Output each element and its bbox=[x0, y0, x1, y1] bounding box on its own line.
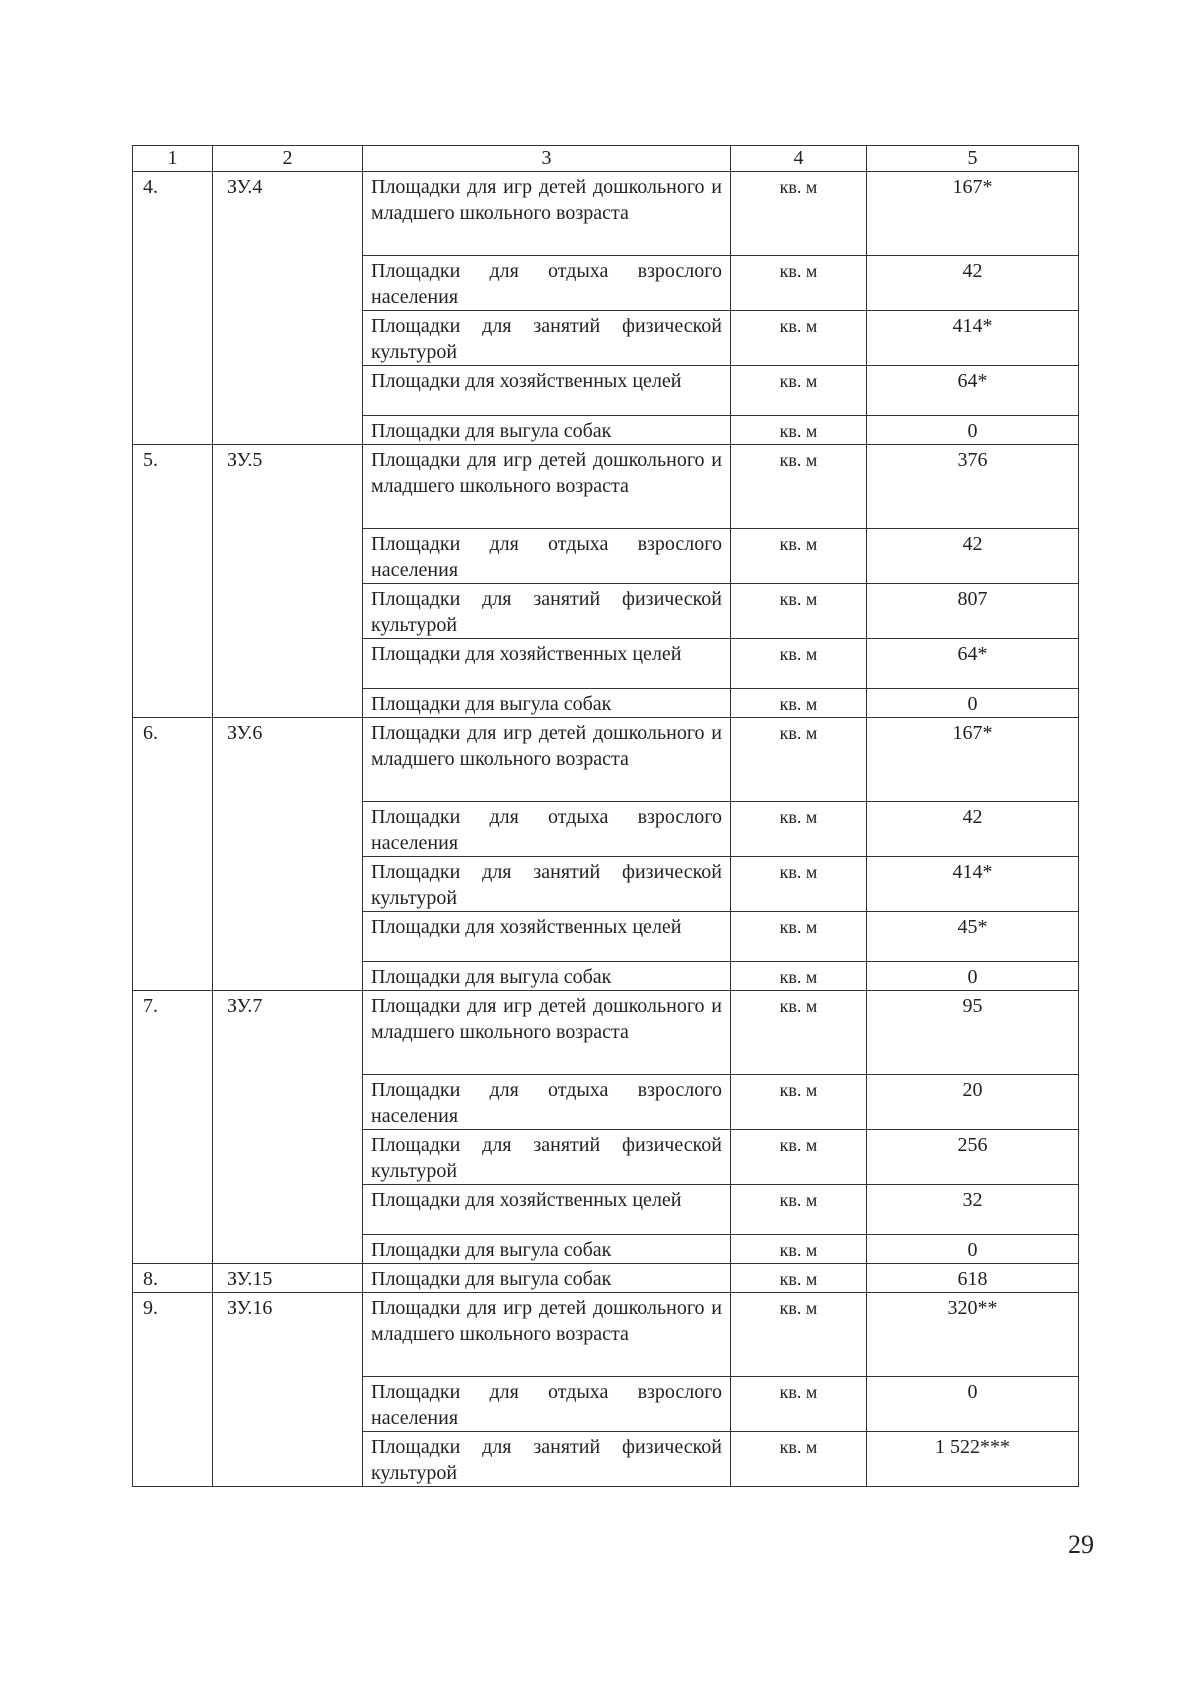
facility-description: Площадки для отдыха взрослого населения bbox=[363, 1075, 731, 1130]
unit-cell: кв. м bbox=[731, 1185, 867, 1235]
column-number: 2 bbox=[213, 146, 363, 172]
row-number: 8. bbox=[133, 1264, 213, 1293]
value-cell: 320** bbox=[867, 1293, 1079, 1377]
column-number: 3 bbox=[363, 146, 731, 172]
unit-cell: кв. м bbox=[731, 991, 867, 1075]
column-number: 1 bbox=[133, 146, 213, 172]
unit-cell: кв. м bbox=[731, 689, 867, 718]
facility-description: Площадки для занятий физической культурой bbox=[363, 584, 731, 639]
facility-description: Площадки для выгула собак bbox=[363, 1264, 731, 1293]
value-cell: 42 bbox=[867, 529, 1079, 584]
value-cell: 64* bbox=[867, 639, 1079, 689]
value-cell: 0 bbox=[867, 1235, 1079, 1264]
value-cell: 42 bbox=[867, 802, 1079, 857]
land-plot-code: ЗУ.5 bbox=[213, 445, 363, 718]
facility-description: Площадки для занятий физической культурой bbox=[363, 1432, 731, 1487]
value-cell: 807 bbox=[867, 584, 1079, 639]
facility-description: Площадки для хозяйственных целей bbox=[363, 366, 731, 416]
data-table bbox=[132, 145, 1079, 1487]
table-row bbox=[133, 1293, 1079, 1377]
unit-cell: кв. м bbox=[731, 639, 867, 689]
value-cell: 1 522*** bbox=[867, 1432, 1079, 1487]
facility-description: Площадки для игр детей дошкольного и младшего школьного возраста bbox=[363, 445, 731, 529]
unit-cell: кв. м bbox=[731, 962, 867, 991]
facility-description: Площадки для игр детей дошкольного и младшего школьного возраста bbox=[363, 718, 731, 802]
column-number: 4 bbox=[731, 146, 867, 172]
value-cell: 256 bbox=[867, 1130, 1079, 1185]
value-cell: 95 bbox=[867, 991, 1079, 1075]
facility-description: Площадки для отдыха взрослого населения bbox=[363, 529, 731, 584]
facility-description: Площадки для игр детей дошкольного и младшего школьного возраста bbox=[363, 1293, 731, 1377]
unit-cell: кв. м bbox=[731, 1432, 867, 1487]
unit-cell: кв. м bbox=[731, 1293, 867, 1377]
facility-description: Площадки для отдыха взрослого населения bbox=[363, 802, 731, 857]
row-number: 5. bbox=[133, 445, 213, 718]
facility-description: Площадки для выгула собак bbox=[363, 962, 731, 991]
unit-cell: кв. м bbox=[731, 584, 867, 639]
facility-description: Площадки для отдыха взрослого населения bbox=[363, 256, 731, 311]
facility-description: Площадки для занятий физической культурой bbox=[363, 1130, 731, 1185]
facility-description: Площадки для хозяйственных целей bbox=[363, 1185, 731, 1235]
page-number: 29 bbox=[1068, 1530, 1094, 1559]
table-row bbox=[133, 991, 1079, 1075]
row-number: 7. bbox=[133, 991, 213, 1264]
row-number: 4. bbox=[133, 172, 213, 445]
unit-cell: кв. м bbox=[731, 1130, 867, 1185]
value-cell: 42 bbox=[867, 256, 1079, 311]
table-row bbox=[133, 718, 1079, 802]
table-body bbox=[133, 172, 1079, 1487]
value-cell: 32 bbox=[867, 1185, 1079, 1235]
row-number: 9. bbox=[133, 1293, 213, 1487]
facility-description: Площадки для занятий физической культурой bbox=[363, 311, 731, 366]
value-cell: 376 bbox=[867, 445, 1079, 529]
unit-cell: кв. м bbox=[731, 802, 867, 857]
row-number: 6. bbox=[133, 718, 213, 991]
unit-cell: кв. м bbox=[731, 256, 867, 311]
unit-cell: кв. м bbox=[731, 857, 867, 912]
value-cell: 20 bbox=[867, 1075, 1079, 1130]
value-cell: 64* bbox=[867, 366, 1079, 416]
value-cell: 0 bbox=[867, 416, 1079, 445]
land-plot-code: ЗУ.6 bbox=[213, 718, 363, 991]
column-number: 5 bbox=[867, 146, 1079, 172]
unit-cell: кв. м bbox=[731, 1235, 867, 1264]
unit-cell: кв. м bbox=[731, 311, 867, 366]
facility-description: Площадки для отдыха взрослого населения bbox=[363, 1377, 731, 1432]
facility-description: Площадки для игр детей дошкольного и младшего школьного возраста bbox=[363, 991, 731, 1075]
value-cell: 167* bbox=[867, 718, 1079, 802]
unit-cell: кв. м bbox=[731, 1377, 867, 1432]
unit-cell: кв. м bbox=[731, 366, 867, 416]
value-cell: 618 bbox=[867, 1264, 1079, 1293]
value-cell: 414* bbox=[867, 311, 1079, 366]
facility-description: Площадки для выгула собак bbox=[363, 1235, 731, 1264]
unit-cell: кв. м bbox=[731, 416, 867, 445]
value-cell: 0 bbox=[867, 962, 1079, 991]
unit-cell: кв. м bbox=[731, 172, 867, 256]
unit-cell: кв. м bbox=[731, 1264, 867, 1293]
unit-cell: кв. м bbox=[731, 1075, 867, 1130]
facility-description: Площадки для выгула собак bbox=[363, 416, 731, 445]
column-number-row bbox=[133, 146, 1079, 172]
facility-description: Площадки для игр детей дошкольного и младшего школьного возраста bbox=[363, 172, 731, 256]
land-plot-code: ЗУ.16 bbox=[213, 1293, 363, 1487]
facility-description: Площадки для занятий физической культурой bbox=[363, 857, 731, 912]
value-cell: 167* bbox=[867, 172, 1079, 256]
land-plot-code: ЗУ.7 bbox=[213, 991, 363, 1264]
unit-cell: кв. м bbox=[731, 912, 867, 962]
value-cell: 0 bbox=[867, 689, 1079, 718]
unit-cell: кв. м bbox=[731, 718, 867, 802]
facility-description: Площадки для хозяйственных целей bbox=[363, 912, 731, 962]
facility-description: Площадки для хозяйственных целей bbox=[363, 639, 731, 689]
land-plot-code: ЗУ.15 bbox=[213, 1264, 363, 1293]
facility-description: Площадки для выгула собак bbox=[363, 689, 731, 718]
table-row bbox=[133, 445, 1079, 529]
table-row bbox=[133, 1264, 1079, 1293]
unit-cell: кв. м bbox=[731, 445, 867, 529]
table-row bbox=[133, 172, 1079, 256]
land-plot-code: ЗУ.4 bbox=[213, 172, 363, 445]
value-cell: 45* bbox=[867, 912, 1079, 962]
unit-cell: кв. м bbox=[731, 529, 867, 584]
value-cell: 0 bbox=[867, 1377, 1079, 1432]
value-cell: 414* bbox=[867, 857, 1079, 912]
